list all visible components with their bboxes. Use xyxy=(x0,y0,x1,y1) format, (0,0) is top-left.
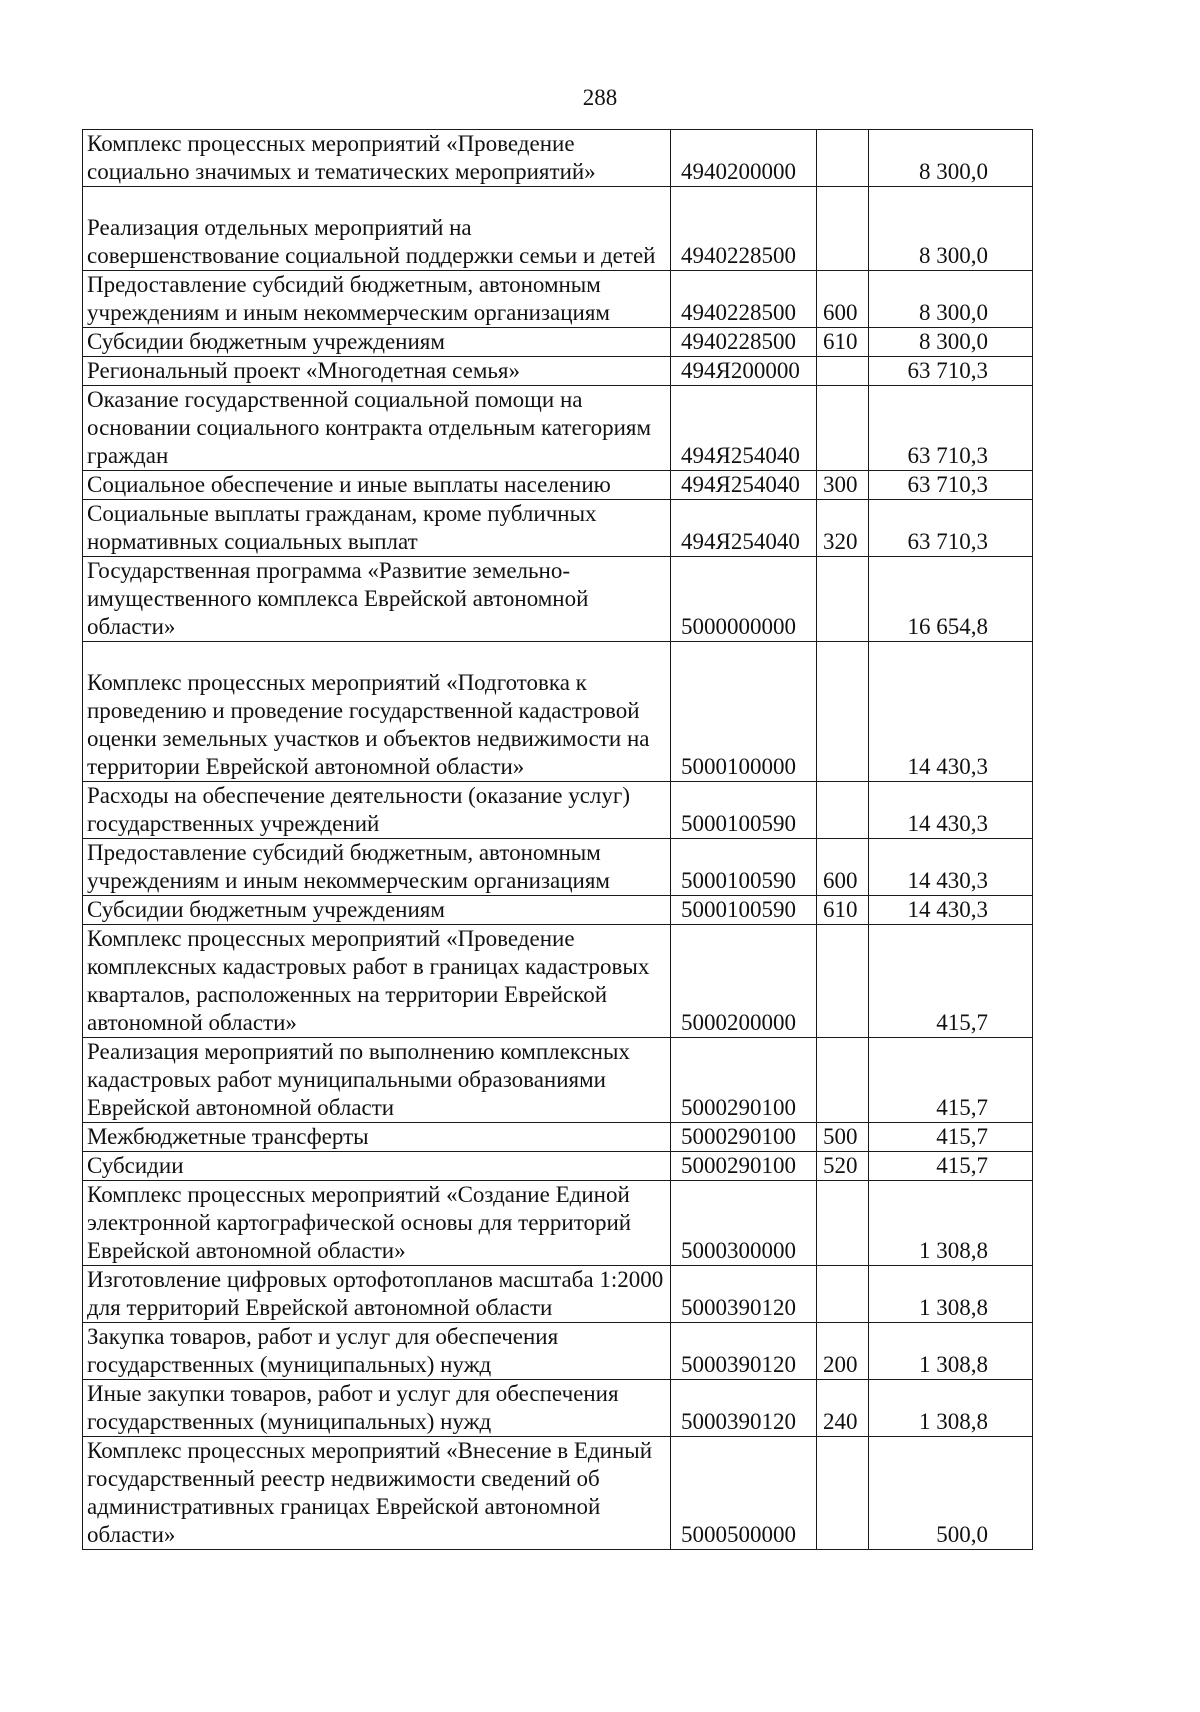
row-amount: 1 308,8 xyxy=(869,1266,1033,1323)
row-target-code: 4940228500 xyxy=(671,328,817,357)
table-row xyxy=(83,386,1033,471)
table-row xyxy=(83,328,1033,357)
row-target-code: 5000100590 xyxy=(671,896,817,925)
row-expense-type: 240 xyxy=(817,1380,869,1437)
row-amount: 14 430,3 xyxy=(869,896,1033,925)
row-target-code: 5000100000 xyxy=(671,642,817,782)
table-row xyxy=(83,1266,1033,1323)
row-target-code: 494Я254040 xyxy=(671,471,817,500)
row-expense-type xyxy=(817,642,869,782)
row-name: Комплекс процессных мероприятий «Проведение комплексных кадастровых работ в границах кадастровых кварталов, расположенных на территории Еврейской автономной области» xyxy=(83,925,671,1038)
page-number: 288 xyxy=(582,85,618,110)
table-row xyxy=(83,130,1033,187)
row-expense-type xyxy=(817,1437,869,1550)
row-target-code: 4940200000 xyxy=(671,130,817,187)
row-name: Иные закупки товаров, работ и услуг для обеспечения государственных (муниципальных) нужд xyxy=(83,1380,671,1437)
row-expense-type xyxy=(817,557,869,642)
table-row xyxy=(83,357,1033,386)
table-row xyxy=(83,1152,1033,1181)
table-row xyxy=(83,839,1033,896)
row-expense-type xyxy=(817,1266,869,1323)
row-amount: 14 430,3 xyxy=(869,839,1033,896)
row-expense-type: 300 xyxy=(817,471,869,500)
row-name: Социальное обеспечение и иные выплаты населению xyxy=(83,471,671,500)
row-amount: 415,7 xyxy=(869,1152,1033,1181)
row-expense-type: 200 xyxy=(817,1323,869,1380)
row-target-code: 5000290100 xyxy=(671,1152,817,1181)
row-name: Субсидии xyxy=(83,1152,671,1181)
row-expense-type xyxy=(817,357,869,386)
row-expense-type: 610 xyxy=(817,328,869,357)
row-expense-type xyxy=(817,386,869,471)
row-amount: 1 308,8 xyxy=(869,1181,1033,1266)
table-row xyxy=(83,1123,1033,1152)
table-row xyxy=(83,642,1033,782)
row-amount: 14 430,3 xyxy=(869,642,1033,782)
row-name: Социальные выплаты гражданам, кроме публичных нормативных социальных выплат xyxy=(83,500,671,557)
row-amount: 500,0 xyxy=(869,1437,1033,1550)
row-name: Комплекс процессных мероприятий «Подготовка к проведению и проведение государственной кадастровой оценки земельных участков и объектов недвижимости на территории Еврейской автономной области» xyxy=(83,642,671,782)
table-row xyxy=(83,471,1033,500)
row-name: Оказание государственной социальной помощи на основании социального контракта отдельным категориям граждан xyxy=(83,386,671,471)
row-name: Расходы на обеспечение деятельности (оказание услуг) государственных учреждений xyxy=(83,782,671,839)
row-amount: 1 308,8 xyxy=(869,1323,1033,1380)
row-amount: 63 710,3 xyxy=(869,471,1033,500)
table-row xyxy=(83,925,1033,1038)
row-name: Реализация мероприятий по выполнению комплексных кадастровых работ муниципальными образованиями Еврейской автономной области xyxy=(83,1038,671,1123)
row-name: Изготовление цифровых ортофотопланов масштаба 1:2000 для территорий Еврейской автономной области xyxy=(83,1266,671,1323)
table-row xyxy=(83,271,1033,328)
row-amount: 415,7 xyxy=(869,925,1033,1038)
table-row xyxy=(83,782,1033,839)
row-amount: 8 300,0 xyxy=(869,271,1033,328)
row-amount: 415,7 xyxy=(869,1123,1033,1152)
row-amount: 8 300,0 xyxy=(869,328,1033,357)
row-amount: 8 300,0 xyxy=(869,130,1033,187)
row-target-code: 5000200000 xyxy=(671,925,817,1038)
table-row xyxy=(83,1038,1033,1123)
row-target-code: 5000300000 xyxy=(671,1181,817,1266)
row-expense-type: 520 xyxy=(817,1152,869,1181)
row-target-code: 5000100590 xyxy=(671,839,817,896)
row-expense-type xyxy=(817,187,869,271)
row-name: Комплекс процессных мероприятий «Внесение в Единый государственный реестр недвижимости сведений об административных границах Еврейской автономной области» xyxy=(83,1437,671,1550)
row-amount: 14 430,3 xyxy=(869,782,1033,839)
row-name: Межбюджетные трансферты xyxy=(83,1123,671,1152)
row-target-code: 5000500000 xyxy=(671,1437,817,1550)
row-target-code: 5000100590 xyxy=(671,782,817,839)
row-target-code: 5000290100 xyxy=(671,1123,817,1152)
table-row xyxy=(83,500,1033,557)
row-expense-type xyxy=(817,1038,869,1123)
row-name: Государственная программа «Развитие земельно-имущественного комплекса Еврейской автономной области» xyxy=(83,557,671,642)
row-amount: 63 710,3 xyxy=(869,386,1033,471)
table-row xyxy=(83,1323,1033,1380)
row-name: Субсидии бюджетным учреждениям xyxy=(83,896,671,925)
table-row xyxy=(83,1380,1033,1437)
row-name: Реализация отдельных мероприятий на совершенствование социальной поддержки семьи и детей xyxy=(83,187,671,271)
row-name: Предоставление субсидий бюджетным, автономным учреждениям и иным некоммерческим организациям xyxy=(83,839,671,896)
row-expense-type xyxy=(817,130,869,187)
row-target-code: 494Я254040 xyxy=(671,500,817,557)
table-row xyxy=(83,896,1033,925)
table-row xyxy=(83,1437,1033,1550)
row-name: Комплекс процессных мероприятий «Проведение социально значимых и тематических мероприятий» xyxy=(83,130,671,187)
row-amount: 16 654,8 xyxy=(869,557,1033,642)
table-row xyxy=(83,187,1033,271)
row-target-code: 5000390120 xyxy=(671,1380,817,1437)
table-row xyxy=(83,557,1033,642)
row-target-code: 5000390120 xyxy=(671,1323,817,1380)
row-expense-type: 600 xyxy=(817,271,869,328)
row-target-code: 5000390120 xyxy=(671,1266,817,1323)
row-expense-type: 320 xyxy=(817,500,869,557)
row-expense-type xyxy=(817,782,869,839)
row-expense-type xyxy=(817,925,869,1038)
row-expense-type xyxy=(817,1181,869,1266)
table-row xyxy=(83,1181,1033,1266)
row-name: Субсидии бюджетным учреждениям xyxy=(83,328,671,357)
table-body xyxy=(83,130,1033,1550)
row-target-code: 4940228500 xyxy=(671,271,817,328)
budget-table xyxy=(82,129,1033,1550)
row-target-code: 494Я254040 xyxy=(671,386,817,471)
row-amount: 1 308,8 xyxy=(869,1380,1033,1437)
row-target-code: 494Я200000 xyxy=(671,357,817,386)
row-expense-type: 600 xyxy=(817,839,869,896)
row-name: Региональный проект «Многодетная семья» xyxy=(83,357,671,386)
row-target-code: 5000000000 xyxy=(671,557,817,642)
row-amount: 63 710,3 xyxy=(869,500,1033,557)
row-amount: 63 710,3 xyxy=(869,357,1033,386)
row-target-code: 4940228500 xyxy=(671,187,817,271)
row-expense-type: 500 xyxy=(817,1123,869,1152)
row-target-code: 5000290100 xyxy=(671,1038,817,1123)
row-name: Закупка товаров, работ и услуг для обеспечения государственных (муниципальных) нужд xyxy=(83,1323,671,1380)
row-amount: 8 300,0 xyxy=(869,187,1033,271)
row-expense-type: 610 xyxy=(817,896,869,925)
row-amount: 415,7 xyxy=(869,1038,1033,1123)
row-name: Предоставление субсидий бюджетным, автономным учреждениям и иным некоммерческим организациям xyxy=(83,271,671,328)
row-name: Комплекс процессных мероприятий «Создание Единой электронной картографической основы для территорий Еврейской автономной области» xyxy=(83,1181,671,1266)
